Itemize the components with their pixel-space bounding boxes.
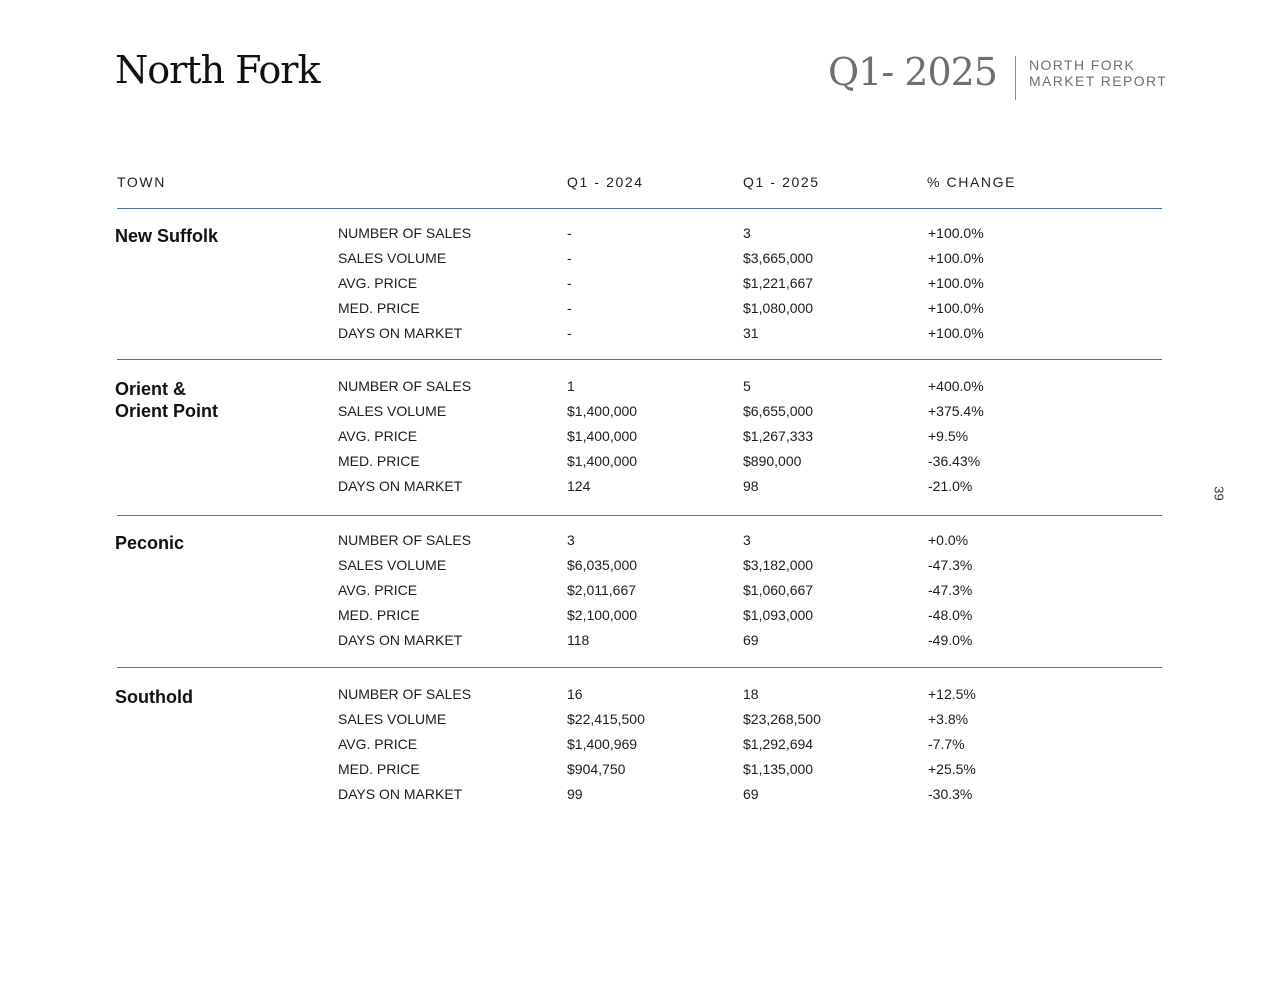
value-q1-2025: $23,268,500 <box>743 711 821 727</box>
value-q1-2024: $6,035,000 <box>567 557 638 573</box>
table-row <box>0 582 1280 602</box>
value-q1-2025: 31 <box>743 325 759 341</box>
town-name-line: Southold <box>115 687 193 707</box>
value-q1-2024: $2,100,000 <box>567 607 638 623</box>
metric-label: NUMBER OF SALES <box>338 378 472 394</box>
metric-label: AVG. PRICE <box>338 275 418 291</box>
table-row <box>0 478 1280 501</box>
value-q1-2024: $904,750 <box>567 761 626 777</box>
table-row <box>0 275 1280 295</box>
town-section-southold <box>0 686 1280 816</box>
value-q1-2025: 3 <box>743 225 751 241</box>
table-row <box>0 761 1280 781</box>
value-q1-2025: $890,000 <box>743 453 802 469</box>
value-q1-2025: 3 <box>743 532 751 548</box>
value-q1-2024: - <box>567 250 572 266</box>
metric-label: DAYS ON MARKET <box>338 632 463 648</box>
table-row <box>0 532 1280 552</box>
value-change: +100.0% <box>928 325 984 341</box>
value-change: +100.0% <box>928 275 984 291</box>
column-header-change: % CHANGE <box>927 174 1017 190</box>
section-divider <box>117 667 1162 668</box>
table-row <box>0 686 1280 706</box>
value-q1-2024: $22,415,500 <box>567 711 645 727</box>
section-divider <box>117 359 1162 360</box>
value-change: -49.0% <box>928 632 973 648</box>
value-q1-2025: $1,093,000 <box>743 607 814 623</box>
town-name-line: Orient & <box>115 379 187 399</box>
value-q1-2025: 98 <box>743 478 759 494</box>
value-change: +12.5% <box>928 686 976 702</box>
value-q1-2024: $1,400,000 <box>567 403 638 419</box>
value-q1-2024: 124 <box>567 478 591 494</box>
table-row <box>0 225 1280 245</box>
metric-label: MED. PRICE <box>338 607 420 623</box>
table-row <box>0 557 1280 577</box>
value-change: -21.0% <box>928 478 973 494</box>
value-change: -48.0% <box>928 607 973 623</box>
page-number: 39 <box>1211 486 1227 501</box>
metric-label: MED. PRICE <box>338 300 420 316</box>
table-row <box>0 632 1280 652</box>
value-q1-2024: - <box>567 325 572 341</box>
value-change: +100.0% <box>928 250 984 266</box>
metric-label: SALES VOLUME <box>338 557 447 573</box>
metric-label: AVG. PRICE <box>338 428 418 444</box>
value-q1-2025: $1,060,667 <box>743 582 814 598</box>
value-q1-2025: $3,665,000 <box>743 250 814 266</box>
value-q1-2025: 18 <box>743 686 759 702</box>
value-change: +100.0% <box>928 225 984 241</box>
value-q1-2024: 3 <box>567 532 575 548</box>
header-divider <box>1015 56 1016 100</box>
table-row <box>0 250 1280 270</box>
value-q1-2024: $1,400,000 <box>567 428 638 444</box>
column-header-town: TOWN <box>117 174 166 190</box>
town-name-line: Peconic <box>115 533 185 553</box>
metric-label: AVG. PRICE <box>338 582 418 598</box>
metric-label: MED. PRICE <box>338 761 420 777</box>
metric-label: DAYS ON MARKET <box>338 325 463 341</box>
table-row <box>0 378 1280 398</box>
value-change: -47.3% <box>928 582 973 598</box>
value-q1-2024: 1 <box>567 378 575 394</box>
table-row <box>0 300 1280 320</box>
value-q1-2024: 16 <box>567 686 583 702</box>
value-change: +375.4% <box>928 403 984 419</box>
value-q1-2024: - <box>567 300 572 316</box>
table-row <box>0 736 1280 756</box>
metric-label: NUMBER OF SALES <box>338 532 472 548</box>
report-period: Q1- 2025 <box>828 50 997 94</box>
value-q1-2024: $2,011,667 <box>567 582 637 598</box>
report-label <box>1029 57 1167 89</box>
value-q1-2025: 5 <box>743 378 751 394</box>
table-row <box>0 325 1280 345</box>
value-q1-2025: $1,080,000 <box>743 300 814 316</box>
page-title: North Fork <box>115 48 320 92</box>
table-row <box>0 607 1280 627</box>
metric-label: AVG. PRICE <box>338 736 418 752</box>
report-label-line-2: MARKET REPORT <box>1029 73 1168 89</box>
value-change: -47.3% <box>928 557 973 573</box>
section-divider <box>117 515 1162 516</box>
value-change: +3.8% <box>928 711 969 727</box>
metric-label: SALES VOLUME <box>338 711 447 727</box>
metric-label: DAYS ON MARKET <box>338 478 463 494</box>
value-change: +9.5% <box>928 428 969 444</box>
town-section-orient <box>0 378 1280 508</box>
value-q1-2025: $1,135,000 <box>743 761 814 777</box>
value-change: -30.3% <box>928 786 973 802</box>
metric-label: NUMBER OF SALES <box>338 686 472 702</box>
table-row <box>0 786 1280 806</box>
value-q1-2025: $3,182,000 <box>743 557 814 573</box>
value-q1-2024: $1,400,969 <box>567 736 638 752</box>
column-header-q1-2024: Q1 - 2024 <box>567 174 644 190</box>
value-q1-2024: $1,400,000 <box>567 453 638 469</box>
value-change: +400.0% <box>928 378 984 394</box>
report-label-line-1: NORTH FORK <box>1029 57 1136 73</box>
value-q1-2025: 69 <box>743 632 759 648</box>
value-q1-2025: $1,292,694 <box>743 736 814 752</box>
town-section-new-suffolk <box>0 225 1280 355</box>
value-q1-2025: 69 <box>743 786 759 802</box>
value-change: +0.0% <box>928 532 969 548</box>
table-header-rule <box>117 208 1162 209</box>
metric-label: DAYS ON MARKET <box>338 786 463 802</box>
table-row <box>0 428 1280 448</box>
value-q1-2024: 99 <box>567 786 583 802</box>
table-row <box>0 453 1280 473</box>
metric-label: SALES VOLUME <box>338 250 447 266</box>
table-row <box>0 711 1280 731</box>
value-change: -36.43% <box>928 453 981 469</box>
town-name-line: Orient Point <box>115 401 218 421</box>
value-q1-2025: $1,221,667 <box>743 275 814 291</box>
value-change: +100.0% <box>928 300 984 316</box>
value-q1-2025: $6,655,000 <box>743 403 814 419</box>
metric-label: SALES VOLUME <box>338 403 447 419</box>
town-name-line: New Suffolk <box>115 226 219 246</box>
town-section-peconic <box>0 532 1280 662</box>
value-change: +25.5% <box>928 761 976 777</box>
metric-label: NUMBER OF SALES <box>338 225 472 241</box>
value-change: -7.7% <box>928 736 965 752</box>
value-q1-2024: 118 <box>567 632 590 648</box>
value-q1-2024: - <box>567 225 572 241</box>
value-q1-2024: - <box>567 275 572 291</box>
table-row <box>0 403 1280 423</box>
metric-label: MED. PRICE <box>338 453 420 469</box>
column-header-q1-2025: Q1 - 2025 <box>743 174 820 190</box>
value-q1-2025: $1,267,333 <box>743 428 814 444</box>
